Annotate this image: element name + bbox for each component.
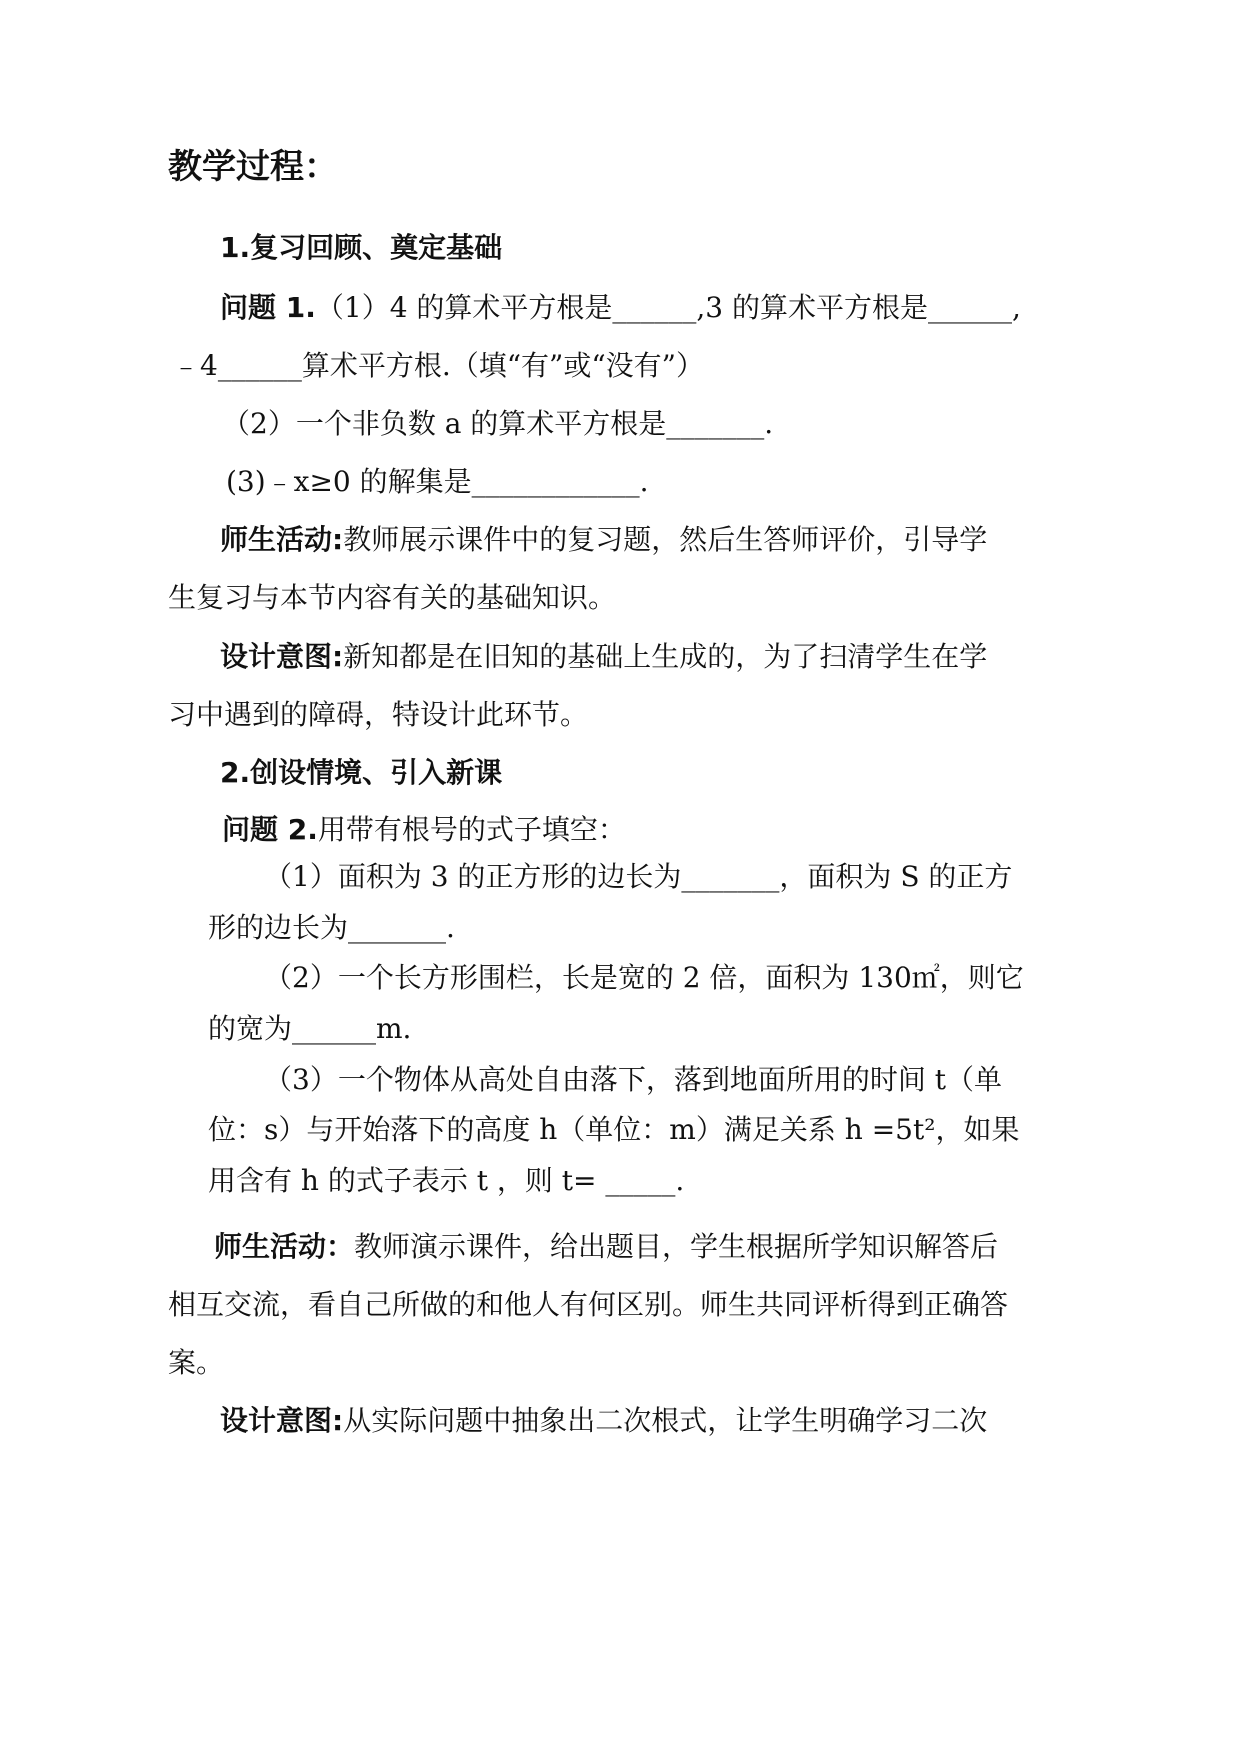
activity-2-line-3: 案。 (168, 1346, 225, 1379)
intent-1-line-2: 习中遇到的障碍，特设计此环节。 (168, 698, 589, 731)
page-title: 教学过程： (168, 147, 338, 187)
activity-1-label: 师生活动: (220, 523, 344, 556)
activity-1-text-1: 教师展示课件中的复习题，然后生答师评价，引导学 (343, 523, 988, 556)
question-1-line-4: (3)﹣x≥0 的解集是____________. (226, 465, 649, 498)
question-2-label: 问题 2. (222, 813, 318, 846)
question-1-label: 问题 1. (220, 291, 316, 324)
intent-1-line-1 (220, 637, 987, 677)
question-2-intro: 用带有根号的式子填空： (317, 813, 626, 846)
question-2-3-line-3: 用含有 h 的式子表示 t ，则 t= _____. (208, 1164, 685, 1197)
intent-1-label: 设计意图: (220, 640, 344, 673)
section-1-heading: 1.复习回顾、奠定基础 (220, 231, 503, 264)
question-1-line-3: （2）一个非负数 a 的算术平方根是_______. (222, 407, 774, 440)
activity-2-line-2: 相互交流，看自己所做的和他人有何区别。师生共同评析得到正确答 (168, 1288, 1009, 1321)
activity-2-line-1 (214, 1227, 998, 1267)
intent-2-text-1: 从实际问题中抽象出二次根式，让学生明确学习二次 (343, 1404, 988, 1437)
question-1-text-1: （1）4 的算术平方根是______,3 的算术平方根是______, (315, 291, 1021, 324)
intent-2-label: 设计意图: (220, 1404, 344, 1437)
question-2-2-line-1: （2）一个长方形围栏，长是宽的 2 倍，面积为 130㎡，则它 (264, 961, 1024, 994)
activity-2-label: 师生活动： (214, 1230, 355, 1263)
activity-2-text-1: 教师演示课件，给出题目，学生根据所学知识解答后 (354, 1230, 999, 1263)
question-2-intro-line (222, 810, 626, 850)
section-2-heading: 2.创设情境、引入新课 (220, 756, 503, 789)
question-2-1-line-2: 形的边长为_______. (208, 911, 455, 944)
intent-1-text-1: 新知都是在旧知的基础上生成的，为了扫清学生在学 (343, 640, 988, 673)
activity-1-line-2: 生复习与本节内容有关的基础知识。 (168, 581, 617, 614)
question-2-1-line-1: （1）面积为 3 的正方形的边长为_______，面积为 S 的正方 (264, 860, 1013, 893)
intent-2-line-1 (220, 1401, 987, 1441)
question-1-line-1 (220, 288, 1021, 328)
question-1-line-2: ﹣4______算术平方根.（填“有”或“没有”） (172, 349, 704, 382)
activity-1-line-1 (220, 520, 987, 560)
question-2-3-line-2: 位：s）与开始落下的高度 h（单位：m）满足关系 h =5t²，如果 (208, 1113, 1020, 1146)
question-2-2-line-2: 的宽为______m. (208, 1012, 412, 1045)
question-2-3-line-1: （3）一个物体从高处自由落下，落到地面所用的时间 t（单 (264, 1063, 1002, 1096)
